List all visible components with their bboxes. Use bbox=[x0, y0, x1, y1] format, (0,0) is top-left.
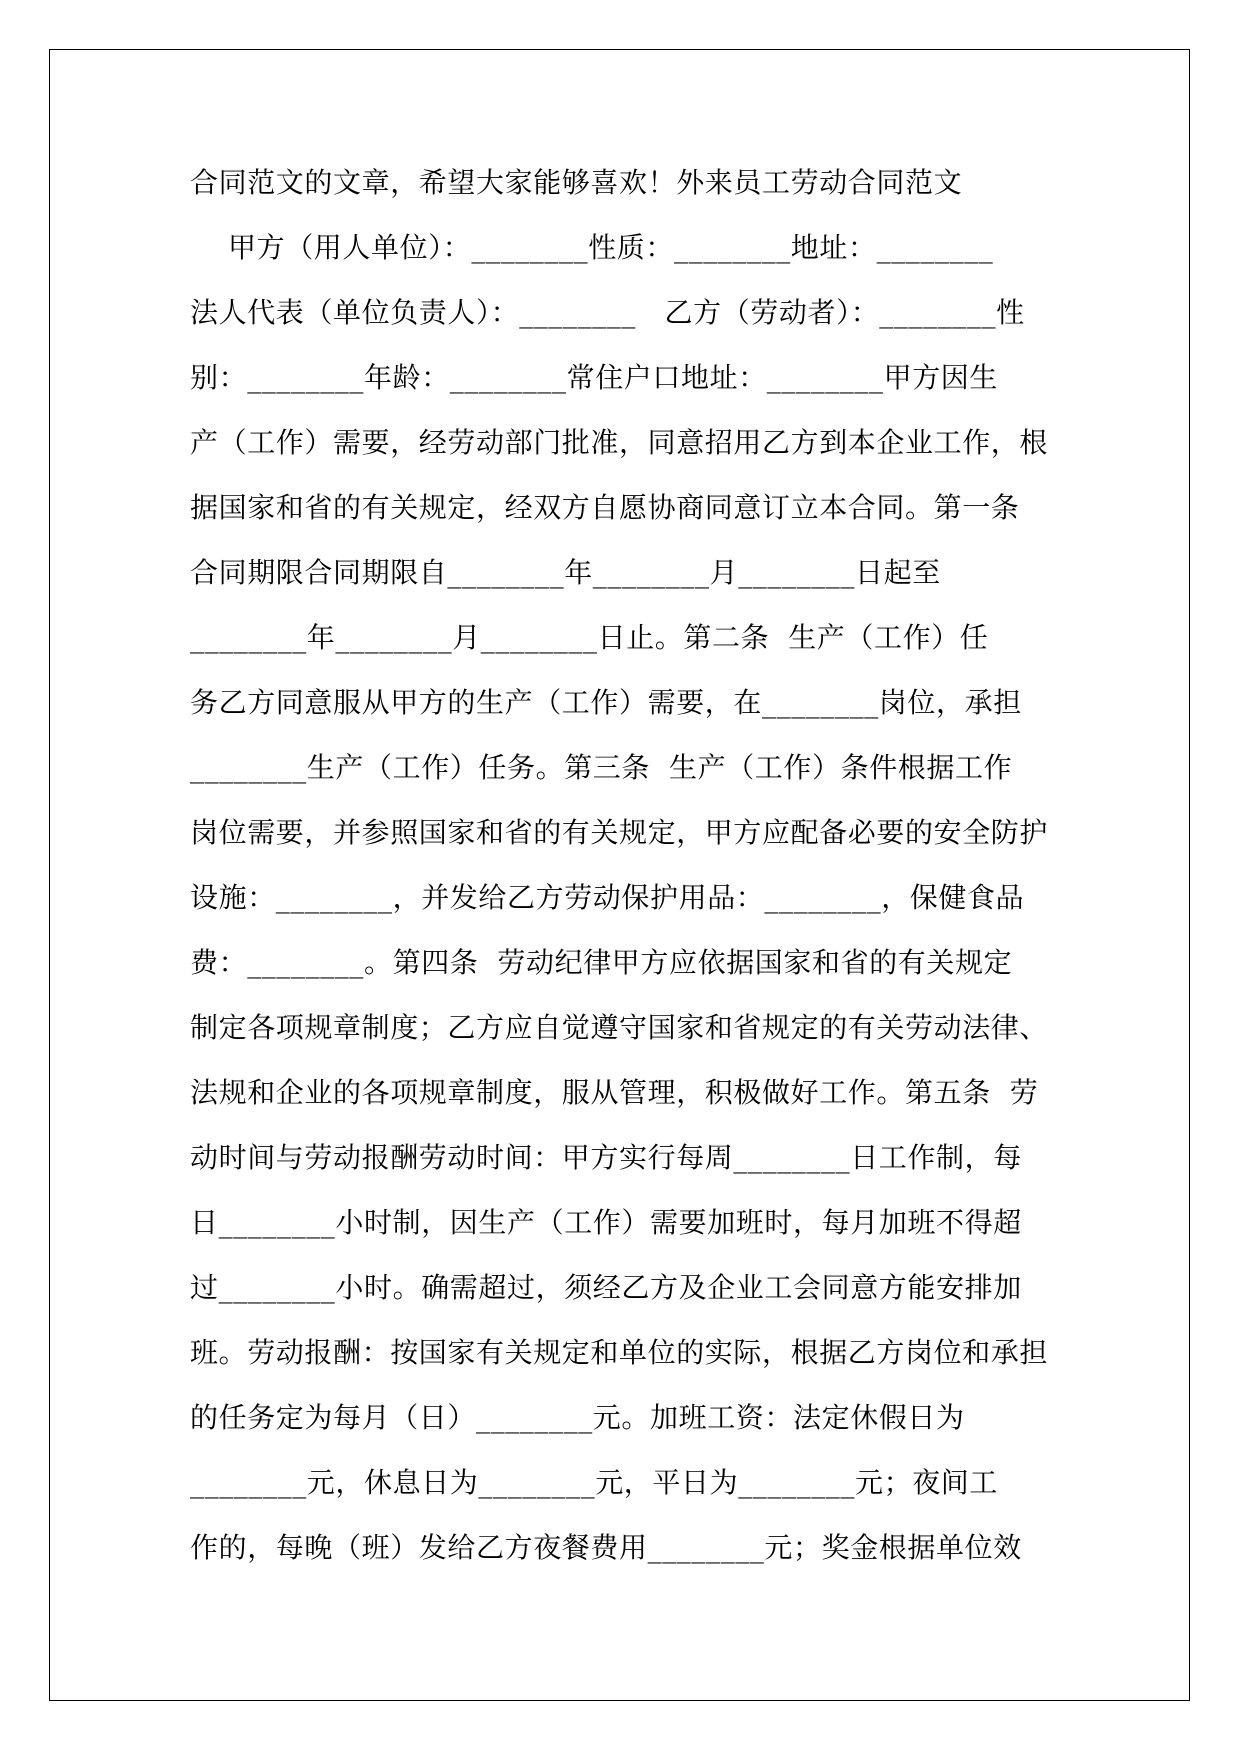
text-line-8: ________年________月________日止。第二条 生产（工作）任 bbox=[190, 621, 989, 654]
text-line-7: 合同期限合同期限自________年________月________日起至 bbox=[190, 556, 941, 589]
text-line-1: 合同范文的文章，希望大家能够喜欢！外来员工劳动合同范文 bbox=[190, 166, 963, 199]
text-line-2: 甲方（用人单位）：________性质：________地址：________ bbox=[190, 231, 994, 264]
text-line-18: 过________小时。确需超过，须经乙方及企业工会同意方能安排加 bbox=[190, 1271, 1022, 1304]
text-line-13: 费：________。第四条 劳动纪律甲方应依据国家和省的有关规定 bbox=[190, 946, 1013, 979]
text-line-19: 班。劳动报酬：按国家有关规定和单位的实际，根据乙方岗位和承担 bbox=[190, 1336, 1049, 1369]
text-line-11: 岗位需要，并参照国家和省的有关规定，甲方应配备必要的安全防护 bbox=[190, 816, 1049, 849]
text-line-20: 的任务定为每月（日）________元。加班工资：法定休假日为 bbox=[190, 1401, 965, 1434]
text-line-4: 别：________年龄：________常住户口地址：________甲方因生 bbox=[190, 361, 999, 394]
text-line-10: ________生产（工作）任务。第三条 生产（工作）条件根据工作 bbox=[190, 751, 1013, 784]
text-line-3: 法人代表（单位负责人）：________ 乙方（劳动者）：________性 bbox=[190, 296, 1025, 329]
text-line-22: 作的，每晚（班）发给乙方夜餐费用________元；奖金根据单位效 bbox=[190, 1531, 1022, 1564]
text-line-17: 日________小时制，因生产（工作）需要加班时，每月加班不得超 bbox=[190, 1206, 1022, 1239]
text-line-9: 务乙方同意服从甲方的生产（工作）需要，在________岗位，承担 bbox=[190, 686, 1022, 719]
text-line-21: ________元，休息日为________元，平日为________元；夜间工 bbox=[190, 1466, 999, 1499]
text-line-16: 动时间与劳动报酬劳动时间：甲方实行每周________日工作制，每 bbox=[190, 1141, 1022, 1174]
text-line-15: 法规和企业的各项规章制度，服从管理，积极做好工作。第五条 劳 bbox=[190, 1076, 1039, 1109]
text-line-5: 产（工作）需要，经劳动部门批准，同意招用乙方到本企业工作，根 bbox=[190, 426, 1049, 459]
text-line-12: 设施：________，并发给乙方劳动保护用品：________，保健食品 bbox=[190, 881, 1025, 914]
text-line-14: 制定各项规章制度；乙方应自觉遵守国家和省规定的有关劳动法律、 bbox=[190, 1011, 1049, 1044]
text-line-6: 据国家和省的有关规定，经双方自愿协商同意订立本合同。第一条 bbox=[190, 491, 1020, 524]
